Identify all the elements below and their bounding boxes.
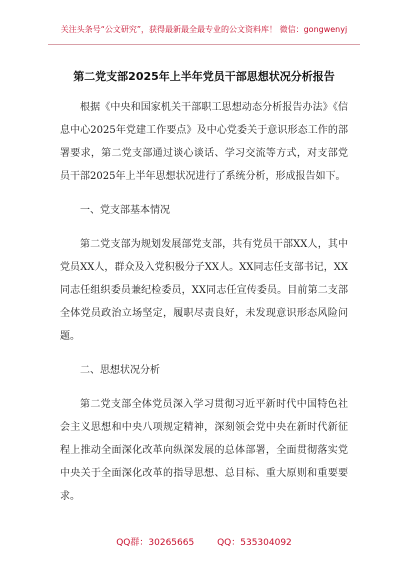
document-body — [60, 96, 348, 519]
footer-qq: QQ：535304092 — [217, 538, 292, 548]
section-2-paragraph: 第二党支部全体党员深入学习贯彻习近平新时代中国特色社会主义思想和中央八项规定精神，深刻领会党中央在新时代新征程上推动全面深化改革向纵深发展的总体部署，全面贯彻落实党中央关于全面深化改革的指导思想、总目标、重大原则和重要要求。 — [60, 399, 348, 502]
intro-paragraph: 根据《中央和国家机关干部职工思想动态分析报告办法》《信息中心2025年党建工作要点》及中心党委关于意识形态工作的部署要求，第二党支部通过谈心谈话、学习交流等方式，对支部党员干部2025年上半年思想状况进行了系统分析，形成报告如下。 — [60, 102, 348, 182]
header-divider — [48, 44, 360, 45]
document-title: 第二党支部2025年上半年党员干部思想状况分析报告 — [73, 70, 335, 83]
footer-contacts — [0, 535, 408, 548]
section-2-heading: 二、思想状况分析 — [80, 365, 160, 376]
section-1-heading: 一、党支部基本情况 — [80, 205, 170, 216]
header-note: 关注头条号“公文研究”，获得最新最全最专业的公文资料库！ 微信：gongwenyj — [60, 25, 348, 34]
footer-qq-group: QQ群：30265665 — [116, 538, 195, 548]
section-1-paragraph: 第二党支部为规划发展部党支部，共有党员干部XX人，其中党员XX人，群众及入党积极分子XX人。XX同志任支部书记，XX同志任组织委员兼纪检委员，XX同志任宣传委员。目前第二支部全体党员政治立场坚定，履职尽责良好，未发现意识形态风险问题。 — [60, 239, 348, 342]
